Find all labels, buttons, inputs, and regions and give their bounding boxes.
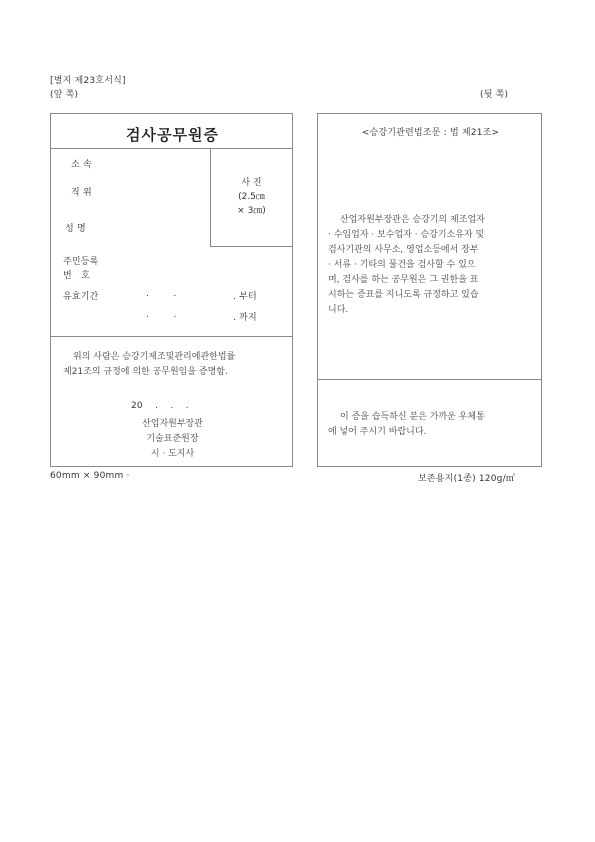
position-label: 직 위: [71, 188, 92, 198]
law-text-line: 니다.: [328, 305, 349, 315]
issuer-line-2: 기술표준원장: [146, 434, 199, 444]
validity-label: 유효기간: [63, 292, 99, 302]
id-card-front: [50, 113, 293, 467]
found-notice-line: 에 넣어 주시기 바랍니다.: [328, 427, 427, 437]
back-divider: [318, 379, 541, 380]
photo-label: 사 진: [241, 178, 262, 188]
size-spec: 60mm × 90mm ·: [50, 471, 130, 481]
photo-size-line1: (2.5㎝: [238, 192, 265, 202]
validity-to-suffix: . 까지: [233, 313, 257, 323]
issue-date: 20 . . .: [131, 401, 189, 411]
front-side-label: (앞 쪽): [50, 90, 79, 100]
photo-size-line2: × 3㎝): [237, 206, 266, 216]
title-divider: [51, 148, 292, 149]
photo-placeholder: [211, 176, 292, 218]
name-label: 성 명: [65, 224, 86, 234]
law-text-line: · 서류 · 기타의 물건을 검사할 수 있으: [328, 260, 476, 270]
back-side-label: (뒷 쪽): [480, 90, 509, 100]
resident-no-label-line2: 번 호: [63, 271, 90, 281]
issuer-line-3: 시 · 도지사: [150, 449, 195, 459]
id-card-back: [317, 113, 542, 467]
form-number: [별지 제23호서식]: [50, 76, 126, 86]
found-notice-block: [328, 410, 538, 440]
affiliation-label: 소 속: [71, 160, 92, 170]
law-text-block: [328, 213, 538, 318]
photo-box-bottom-border: [210, 246, 292, 247]
law-reference: <승강기관련법조문 : 법 제21조>: [361, 128, 500, 138]
law-text-line: 검사기관의 사무소, 영업소등에서 장부: [328, 245, 479, 255]
issuer-line-1: 산업자원부장관: [142, 419, 203, 429]
certification-text: [63, 350, 235, 380]
found-notice-line: 이 증을 습득하신 분은 가까운 우체통: [340, 412, 485, 422]
certification-line-2: 제21조의 규정에 의한 공무원임을 증명함.: [63, 367, 228, 377]
resident-no-label-line1: 주민등록: [63, 257, 99, 267]
issuer-block: [51, 417, 294, 462]
validity-from-suffix: . 부터: [233, 292, 257, 302]
law-text-line: 산업자원부장관은 승강기의 제조업자: [340, 215, 485, 225]
validity-from-dots: . .: [146, 289, 177, 299]
certification-line-1: 위의 사람은 승강기제조및관리에관한법률: [73, 352, 236, 362]
law-text-line: 시하는 증표를 지니도록 규정하고 있습: [328, 290, 479, 300]
paper-spec: 보존용지(1종) 120g/㎡: [418, 474, 516, 484]
validity-to-dots: . .: [146, 310, 177, 320]
law-text-line: · 수입업자 · 보수업자 · 승강기소유자 및: [328, 230, 485, 240]
law-text-line: 며, 검사를 하는 공무원은 그 권한을 표: [328, 275, 479, 285]
card-title: 검사공무원증: [126, 126, 219, 144]
certification-divider: [51, 336, 292, 337]
